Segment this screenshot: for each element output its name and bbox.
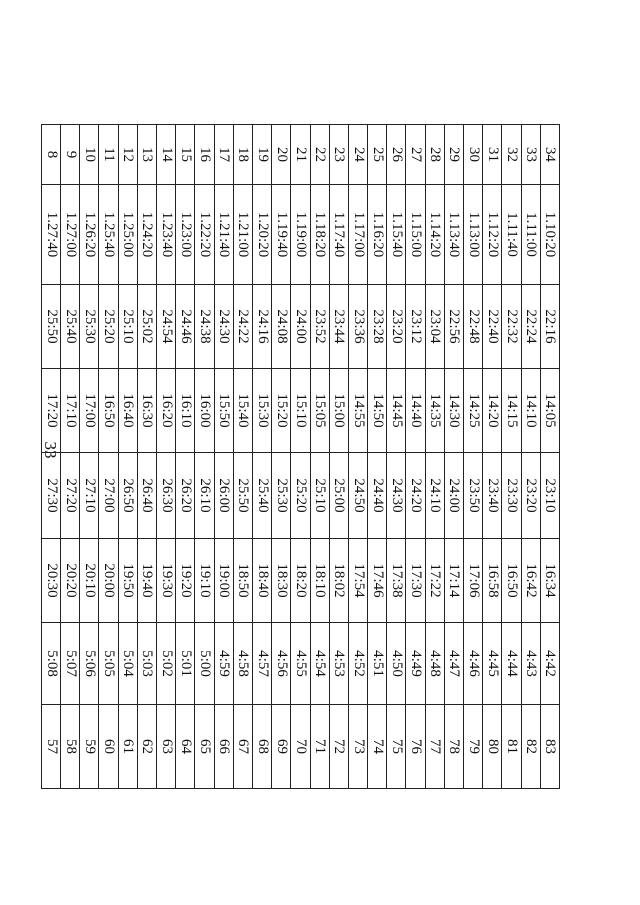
table-cell: 13 [137, 125, 156, 185]
table-cell: 23:50 [464, 453, 483, 539]
table-cell: 23:12 [406, 285, 425, 369]
table-cell: 1.17:40 [329, 185, 348, 285]
table-cell: 4:50 [387, 623, 406, 705]
table-cell: 24:46 [176, 285, 195, 369]
table-cell: 26:50 [118, 453, 137, 539]
table-cell: 14:35 [425, 369, 444, 453]
table-cell: 1.23:40 [157, 185, 176, 285]
table-cell: 20:00 [99, 539, 118, 623]
table-cell: 71 [310, 705, 329, 789]
table-cell: 24:16 [253, 285, 272, 369]
table-cell: 27:10 [80, 453, 99, 539]
table-cell: 75 [387, 705, 406, 789]
table-cell: 4:45 [483, 623, 502, 705]
table-cell: 5:08 [41, 623, 60, 705]
table-cell: 18:02 [329, 539, 348, 623]
table-cell: 1.19:40 [272, 185, 291, 285]
table-cell: 18:20 [291, 539, 310, 623]
rotated-table-area [43, 124, 560, 788]
table-cell: 26:20 [176, 453, 195, 539]
table-cell: 69 [272, 705, 291, 789]
table-cell: 5:01 [176, 623, 195, 705]
table-cell: 16:42 [521, 539, 540, 623]
table-cell: 20:20 [61, 539, 80, 623]
table-cell: 23:20 [387, 285, 406, 369]
table-cell: 24:08 [272, 285, 291, 369]
table-row [272, 125, 291, 789]
table-cell: 15:30 [253, 369, 272, 453]
table-cell: 25:50 [41, 285, 60, 369]
table-cell: 1.25:00 [118, 185, 137, 285]
table-cell: 1.21:40 [214, 185, 233, 285]
table-cell: 79 [464, 705, 483, 789]
table-cell: 1.21:00 [233, 185, 252, 285]
table-row [253, 125, 272, 789]
table-cell: 17:54 [348, 539, 367, 623]
table-cell: 19:10 [195, 539, 214, 623]
table-row [521, 125, 540, 789]
table-cell: 24:30 [387, 453, 406, 539]
table-cell: 1.15:40 [387, 185, 406, 285]
table-cell: 83 [540, 705, 559, 789]
table-cell: 22:40 [483, 285, 502, 369]
table-cell: 1.11:40 [502, 185, 521, 285]
table-cell: 61 [118, 705, 137, 789]
table-cell: 10 [80, 125, 99, 185]
table-cell: 25:40 [253, 453, 272, 539]
table-body [41, 125, 559, 789]
table-cell: 4:56 [272, 623, 291, 705]
table-cell: 25:20 [99, 285, 118, 369]
table-cell: 23:04 [425, 285, 444, 369]
table-row [233, 125, 252, 789]
table-cell: 19:20 [176, 539, 195, 623]
table-cell: 28 [425, 125, 444, 185]
table-row [483, 125, 502, 789]
table-cell: 25:02 [137, 285, 156, 369]
table-cell: 4:54 [310, 623, 329, 705]
table-cell: 33 [521, 125, 540, 185]
table-cell: 1.24:20 [137, 185, 156, 285]
table-cell: 22:56 [444, 285, 463, 369]
table-cell: 1.16:20 [368, 185, 387, 285]
table-cell: 15:10 [291, 369, 310, 453]
table-cell: 25:40 [61, 285, 80, 369]
table-cell: 17:38 [387, 539, 406, 623]
table-cell: 82 [521, 705, 540, 789]
table-cell: 14:30 [444, 369, 463, 453]
table-row [368, 125, 387, 789]
table-cell: 27 [406, 125, 425, 185]
table-cell: 15:50 [214, 369, 233, 453]
table-frame [43, 124, 560, 788]
table-cell: 23:28 [368, 285, 387, 369]
table-cell: 25:30 [80, 285, 99, 369]
table-cell: 4:42 [540, 623, 559, 705]
table-cell: 21 [291, 125, 310, 185]
table-cell: 17:22 [425, 539, 444, 623]
table-cell: 4:51 [368, 623, 387, 705]
table-row [80, 125, 99, 789]
table-row [406, 125, 425, 789]
table-cell: 1.13:40 [444, 185, 463, 285]
table-cell: 25 [368, 125, 387, 185]
table-cell: 14:15 [502, 369, 521, 453]
table-cell: 18:40 [253, 539, 272, 623]
table-cell: 65 [195, 705, 214, 789]
table-cell: 16:30 [137, 369, 156, 453]
table-cell: 1.18:20 [310, 185, 329, 285]
table-cell: 8 [41, 125, 60, 185]
table-cell: 1.23:00 [176, 185, 195, 285]
table-cell: 25:50 [233, 453, 252, 539]
table-cell: 57 [41, 705, 60, 789]
table-cell: 16:50 [99, 369, 118, 453]
table-cell: 24:38 [195, 285, 214, 369]
table-cell: 68 [253, 705, 272, 789]
table-cell: 1.13:00 [464, 185, 483, 285]
table-cell: 4:52 [348, 623, 367, 705]
table-cell: 25:10 [310, 453, 329, 539]
table-cell: 73 [348, 705, 367, 789]
table-cell: 19:50 [118, 539, 137, 623]
table-cell: 24:22 [233, 285, 252, 369]
table-cell: 17 [214, 125, 233, 185]
table-cell: 24:54 [157, 285, 176, 369]
table-cell: 14:05 [540, 369, 559, 453]
table-cell: 27:20 [61, 453, 80, 539]
table-cell: 22:24 [521, 285, 540, 369]
table-cell: 19:00 [214, 539, 233, 623]
table-cell: 4:49 [406, 623, 425, 705]
table-cell: 24:00 [291, 285, 310, 369]
table-cell: 17:20 [41, 369, 60, 453]
table-row [464, 125, 483, 789]
table-cell: 5:02 [157, 623, 176, 705]
table-cell: 22:48 [464, 285, 483, 369]
table-cell: 1.27:40 [41, 185, 60, 285]
table-cell: 20:10 [80, 539, 99, 623]
table-cell: 4:58 [233, 623, 252, 705]
table-cell: 27:30 [41, 453, 60, 539]
table-cell: 25:00 [329, 453, 348, 539]
table-cell: 67 [233, 705, 252, 789]
table-cell: 17:30 [406, 539, 425, 623]
table-cell: 31 [483, 125, 502, 185]
table-cell: 14:45 [387, 369, 406, 453]
table-cell: 14:55 [348, 369, 367, 453]
table-cell: 4:47 [444, 623, 463, 705]
table-cell: 15 [176, 125, 195, 185]
table-cell: 4:55 [291, 623, 310, 705]
table-cell: 1.27:00 [61, 185, 80, 285]
table-row [137, 125, 156, 789]
table-cell: 34 [540, 125, 559, 185]
table-cell: 72 [329, 705, 348, 789]
table-cell: 22 [310, 125, 329, 185]
table-cell: 4:59 [214, 623, 233, 705]
table-cell: 14:50 [368, 369, 387, 453]
table-cell: 16:50 [502, 539, 521, 623]
table-cell: 5:05 [99, 623, 118, 705]
table-cell: 62 [137, 705, 156, 789]
table-cell: 16 [195, 125, 214, 185]
table-cell: 1.19:00 [291, 185, 310, 285]
table-cell: 5:07 [61, 623, 80, 705]
table-cell: 24:40 [368, 453, 387, 539]
table-cell: 14:25 [464, 369, 483, 453]
table-cell: 24:10 [425, 453, 444, 539]
table-cell: 74 [368, 705, 387, 789]
table-cell: 16:00 [195, 369, 214, 453]
table-row [99, 125, 118, 789]
table-cell: 4:48 [425, 623, 444, 705]
table-row [310, 125, 329, 789]
table-cell: 26:10 [195, 453, 214, 539]
table-row [444, 125, 463, 789]
table-cell: 1.22:20 [195, 185, 214, 285]
table-cell: 30 [464, 125, 483, 185]
table-cell: 18 [233, 125, 252, 185]
table-cell: 5:04 [118, 623, 137, 705]
table-row [540, 125, 559, 789]
table-cell: 16:10 [176, 369, 195, 453]
table-cell: 64 [176, 705, 195, 789]
table-cell: 19 [253, 125, 272, 185]
table-cell: 63 [157, 705, 176, 789]
table-cell: 23:36 [348, 285, 367, 369]
table-cell: 23:30 [502, 453, 521, 539]
table-row [348, 125, 367, 789]
table-cell: 15:05 [310, 369, 329, 453]
table-cell: 4:57 [253, 623, 272, 705]
table-cell: 1.11:00 [521, 185, 540, 285]
table-cell: 32 [502, 125, 521, 185]
table-cell: 14:40 [406, 369, 425, 453]
table-cell: 1.12:20 [483, 185, 502, 285]
table-row [502, 125, 521, 789]
table-row [195, 125, 214, 789]
table-cell: 20:30 [41, 539, 60, 623]
table-row [291, 125, 310, 789]
table-cell: 1.14:20 [425, 185, 444, 285]
table-cell: 15:00 [329, 369, 348, 453]
table-cell: 1.17:00 [348, 185, 367, 285]
table-row [329, 125, 348, 789]
table-cell: 16:20 [157, 369, 176, 453]
table-cell: 24:50 [348, 453, 367, 539]
table-cell: 24:20 [406, 453, 425, 539]
table-cell: 14:10 [521, 369, 540, 453]
table-cell: 16:40 [118, 369, 137, 453]
table-cell: 77 [425, 705, 444, 789]
table-cell: 15:40 [233, 369, 252, 453]
table-cell: 58 [61, 705, 80, 789]
table-cell: 15:20 [272, 369, 291, 453]
table-cell: 76 [406, 705, 425, 789]
table-cell: 1.10:20 [540, 185, 559, 285]
table-cell: 9 [61, 125, 80, 185]
table-row [118, 125, 137, 789]
table-cell: 5:03 [137, 623, 156, 705]
table-cell: 17:10 [61, 369, 80, 453]
table-cell: 29 [444, 125, 463, 185]
table-cell: 16:58 [483, 539, 502, 623]
table-cell: 18:10 [310, 539, 329, 623]
table-cell: 24:30 [214, 285, 233, 369]
page-number: 33 [41, 441, 60, 459]
table-row [214, 125, 233, 789]
table-cell: 26:40 [137, 453, 156, 539]
table-cell: 66 [214, 705, 233, 789]
table-cell: 14 [157, 125, 176, 185]
table-cell: 11 [99, 125, 118, 185]
table-cell: 17:14 [444, 539, 463, 623]
table-cell: 18:30 [272, 539, 291, 623]
table-row [387, 125, 406, 789]
table-cell: 81 [502, 705, 521, 789]
table-cell: 22:32 [502, 285, 521, 369]
table-cell: 25:20 [291, 453, 310, 539]
table-row [425, 125, 444, 789]
table-cell: 19:40 [137, 539, 156, 623]
table-cell: 17:46 [368, 539, 387, 623]
table-cell: 17:06 [464, 539, 483, 623]
table-cell: 26 [387, 125, 406, 185]
table-row [157, 125, 176, 789]
table-cell: 26:00 [214, 453, 233, 539]
table-cell: 4:53 [329, 623, 348, 705]
table-cell: 18:50 [233, 539, 252, 623]
table-cell: 1.20:20 [253, 185, 272, 285]
table-cell: 59 [80, 705, 99, 789]
table-cell: 80 [483, 705, 502, 789]
table-row [176, 125, 195, 789]
table-cell: 1.15:00 [406, 185, 425, 285]
table-cell: 16:34 [540, 539, 559, 623]
table-cell: 25:10 [118, 285, 137, 369]
table-cell: 4:43 [521, 623, 540, 705]
table-cell: 19:30 [157, 539, 176, 623]
table-cell: 4:46 [464, 623, 483, 705]
table-cell: 25:30 [272, 453, 291, 539]
table-cell: 1.25:40 [99, 185, 118, 285]
table-row [61, 125, 80, 789]
table-cell: 1.26:20 [80, 185, 99, 285]
table-cell: 23:10 [540, 453, 559, 539]
table-row [41, 125, 60, 789]
table-cell: 22:16 [540, 285, 559, 369]
table-cell: 24:00 [444, 453, 463, 539]
table-cell: 78 [444, 705, 463, 789]
table-cell: 4:44 [502, 623, 521, 705]
table-cell: 60 [99, 705, 118, 789]
table-cell: 14:20 [483, 369, 502, 453]
table-cell: 5:00 [195, 623, 214, 705]
table-cell: 23:52 [310, 285, 329, 369]
table-cell: 23:40 [483, 453, 502, 539]
table-cell: 26:30 [157, 453, 176, 539]
table-cell: 24 [348, 125, 367, 185]
table-cell: 12 [118, 125, 137, 185]
table-cell: 5:06 [80, 623, 99, 705]
table-cell: 23 [329, 125, 348, 185]
table-cell: 20 [272, 125, 291, 185]
table-cell: 27:00 [99, 453, 118, 539]
table-cell: 17:00 [80, 369, 99, 453]
results-table [41, 124, 560, 789]
table-cell: 23:20 [521, 453, 540, 539]
table-cell: 70 [291, 705, 310, 789]
table-cell: 23:44 [329, 285, 348, 369]
